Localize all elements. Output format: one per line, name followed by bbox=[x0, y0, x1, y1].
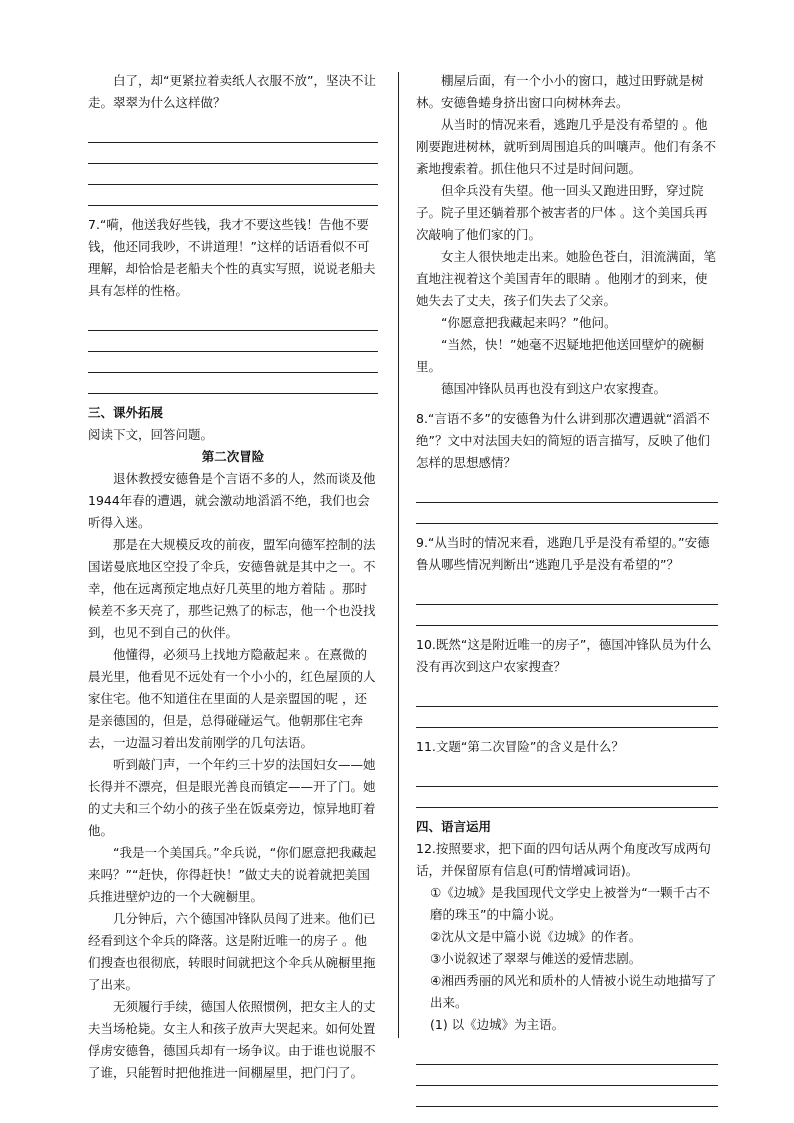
sub-question-1: (1) 以《边城》为主语。 bbox=[430, 1017, 565, 1032]
answer-lines-q8[interactable] bbox=[416, 482, 718, 524]
left-column bbox=[88, 70, 378, 1084]
story-paragraph: 从当时的情况来看，逃跑几乎是没有希望的 。他刚要跑进树林，就听到周围追兵的叫嚷声。他们有条不紊地搜索着。抓住他只不过是时间问题。 bbox=[416, 117, 717, 176]
story-paragraph: 棚屋后面，有一个小小的窗口，越过田野就是树林。安德鲁蜷身挤出窗口向树林奔去。 bbox=[416, 73, 704, 110]
question-11: 11.文题“第二次冒险”的含义是什么？ bbox=[416, 739, 624, 754]
q6-continuation: 白了，却“更紧拉着卖纸人衣服不放”，坚决不让走。翠翠为什么这样做？ bbox=[88, 73, 376, 110]
question-10: 10.既然“这是附近唯一的房子”，德国冲锋队员为什么没有再次到这户农家搜查？ bbox=[416, 637, 712, 674]
answer-lines-q9[interactable] bbox=[416, 584, 718, 626]
option-item: ①《边城》是我国现代文学史上被誉为“一颗千古不磨的珠玉”的中篇小说。 bbox=[430, 885, 711, 922]
column-divider bbox=[398, 72, 399, 1038]
story-title: 第二次冒险 bbox=[201, 449, 265, 464]
story-paragraph: 女主人很快地走出来。她脸色苍白，泪流满面，笔直地注视着这个美国青年的眼睛 。他刚才的到来，使她失去了丈夫，孩子们失去了父亲。 bbox=[416, 249, 717, 308]
question-9: 9.“从当时的情况来看，逃跑几乎是没有希望的。”安德鲁从哪些情况判断出“逃跑几乎是没有希望的”？ bbox=[416, 535, 710, 572]
story-paragraph: 听到敲门声，一个年约三十岁的法国妇女——她长得并不漂亮，但是眼光善良而镇定——开了门。她的丈夫和三个幼小的孩子坐在饭桌旁边，惊异地盯着他。 bbox=[88, 757, 376, 838]
story-paragraph: 德国冲锋队员再也没有到这户农家搜查。 bbox=[441, 381, 667, 396]
section-3-heading: 三、课外拓展 bbox=[88, 405, 164, 420]
answer-lines-q6[interactable] bbox=[88, 122, 378, 206]
question-12: 12.按照要求，把下面的四句话从两个角度改写成两句话，并保留原有信息(可酌情增减词语)。 bbox=[416, 841, 711, 878]
question-7: 7.“嗬，他送我好些钱，我才不要这些钱！告他不要钱，他还同我吵，不讲道理！”这样的话语看似不可理解，却恰恰是老船夫个性的真实写照，说说老船夫具有怎样的性格。 bbox=[88, 217, 376, 298]
option-item: ③小说叙述了翠翠与傩送的爱情悲剧。 bbox=[430, 951, 642, 966]
answer-lines-q7[interactable] bbox=[88, 310, 378, 394]
answer-lines-q10[interactable] bbox=[416, 686, 718, 728]
story-paragraph: “你愿意把我藏起来吗？”他问。 bbox=[441, 315, 617, 330]
question-8: 8.“言语不多”的安德鲁为什么讲到那次遭遇就“滔滔不绝”？文中对法国夫妇的简短的语言描写，反映了他们怎样的思想感情？ bbox=[416, 411, 710, 470]
section-4-heading: 四、语言运用 bbox=[416, 819, 492, 834]
story-paragraph: 那是在大规模反攻的前夜，盟军向德军控制的法国诺曼底地区空投了伞兵，安德鲁就是其中之一。不幸，他在远离预定地点好几英里的地方着陆 。那时候差不多天亮了，那些记熟了的标志，他一个也没找到，也见不到自己的伙伴。 bbox=[88, 537, 376, 640]
story-paragraph: 他懂得，必须马上找地方隐蔽起来 。在熹微的晨光里，他看见不远处有一个小小的，红色屋顶的人家住宅。他不知道住在里面的人是亲盟国的呢 ，还是亲德国的，但是，总得碰碰运气。他朝那住宅奔去，一边温习着出发前刚学的几句法语。 bbox=[88, 647, 376, 750]
reading-instruction: 阅读下文，回答问题。 bbox=[88, 427, 214, 442]
answer-lines-q12[interactable] bbox=[416, 1044, 718, 1107]
story-paragraph: “当然，快！”她毫不迟疑地把他送回壁炉的碗橱里。 bbox=[416, 337, 704, 374]
story-paragraph: 无须履行手续，德国人依照惯例，把女主人的丈夫当场枪毙。女主人和孩子放声大哭起来。如何处置俘虏安德鲁，德国兵却有一场争议。由于谁也说服不了谁，只能暂时把他推进一间棚屋里，把门闩了。 bbox=[88, 999, 376, 1080]
option-item: ②沈从文是中篇小说《边城》的作者。 bbox=[430, 929, 642, 944]
option-item: ④湘西秀丽的风光和质朴的人情被小说生动地描写了出来。 bbox=[430, 973, 717, 1010]
right-column bbox=[416, 70, 718, 1113]
answer-lines-q11[interactable] bbox=[416, 766, 718, 808]
story-paragraph: 几分钟后，六个德国冲锋队员闯了进来。他们已经看到这个伞兵的降落。这是附近唯一的房子 。他们搜查也很彻底，转眼时间就把这个伞兵从碗橱里拖了出来。 bbox=[88, 911, 376, 992]
story-paragraph: 但伞兵没有失望。他一回头又跑进田野，穿过院子。院子里还躺着那个被害者的尸体 。这个美国兵再次敲响了他们家的门。 bbox=[416, 183, 708, 242]
story-paragraph: 退休教授安德鲁是个言语不多的人，然而谈及他1944年春的遭遇，就会激动地滔滔不绝，我们也会听得入迷。 bbox=[88, 471, 376, 530]
story-paragraph: “我是一个美国兵。”伞兵说，“你们愿意把我藏起来吗？”“赶快，你得赶快！”做丈夫的说着就把美国兵推进壁炉边的一个大碗橱里。 bbox=[88, 845, 377, 904]
